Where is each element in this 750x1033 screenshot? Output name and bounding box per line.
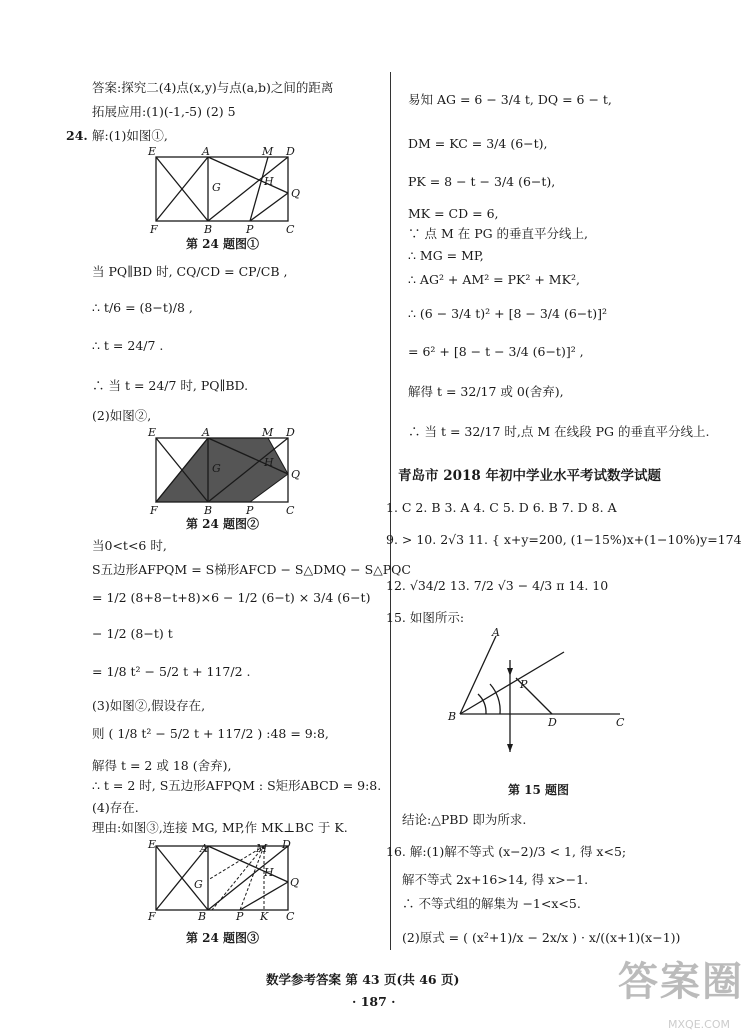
text-line: ∴ 当 t = 32/17 时,点 M 在线段 PG 的垂直平分线上. — [408, 424, 710, 439]
figure-15 — [440, 626, 640, 754]
text-line: ∴ (6 − 3/4 t)² + [8 − 3/4 (6−t)]² — [408, 306, 608, 321]
text-line: ∴ 当 t = 24/7 时, PQ∥BD. — [92, 378, 249, 393]
text-line: = 1/2 (8+8−t+8)×6 − 1/2 (6−t) × 3/4 (6−t) — [92, 590, 371, 605]
answer-line: 15. 如图所示: — [386, 610, 465, 625]
label-M: M — [262, 426, 274, 439]
text-line: 答案:探究二(4)点(x,y)与点(a,b)之间的距离 — [92, 80, 334, 95]
text-line: ∴ MG = MP, — [408, 248, 484, 263]
label-Q: Q — [291, 468, 301, 481]
label-D: D — [286, 145, 295, 158]
text-line: 拓展应用:(1)(-1,-5) (2) 5 — [92, 104, 236, 119]
label-P: P — [236, 910, 244, 923]
text-line: ∴ t = 24/7 . — [92, 338, 164, 353]
figure-24-3 — [140, 836, 310, 928]
text-line: 解得 t = 32/17 或 0(舍弃), — [408, 384, 564, 399]
label-B: B — [198, 910, 207, 923]
label-B: B — [204, 223, 213, 235]
text-line: 则 ( 1/8 t² − 5/2 t + 117/2 ) :48 = 9:8, — [92, 726, 329, 741]
answer-line: 9. > 10. 2√3 11. { x+y=200, (1−15%)x+(1−10%)y=174 — [386, 532, 742, 547]
text-line: ∴ AG² + AM² = PK² + MK², — [408, 272, 580, 287]
label-G: G — [212, 462, 221, 475]
label-E: E — [148, 145, 157, 158]
text-line: = 1/8 t² − 5/2 t + 117/2 . — [92, 664, 251, 679]
label-F: F — [150, 504, 158, 516]
footer-info: 数学参考答案 第 43 页(共 46 页) — [266, 972, 460, 987]
text-line: (2)如图②, — [92, 408, 152, 423]
section-title: 青岛市 2018 年初中学业水平考试数学试题 — [398, 468, 661, 484]
label-Q: Q — [291, 187, 301, 200]
label-E: E — [148, 838, 157, 851]
text-line: ∵ 点 M 在 PG 的垂直平分线上, — [408, 226, 589, 241]
label-B: B — [448, 710, 457, 723]
text-line: 解不等式 2x+16>14, 得 x>−1. — [402, 872, 589, 887]
label-P: P — [246, 504, 254, 516]
watermark-logo: 答案圈 — [618, 959, 744, 1005]
text-line: 16. 解:(1)解不等式 (x−2)/3 < 1, 得 x<5; — [386, 844, 627, 859]
text-line: − 1/2 (8−t) t — [92, 626, 173, 641]
label-B: B — [204, 504, 213, 516]
figure-24-2 — [140, 424, 310, 516]
label-F: F — [150, 223, 158, 235]
text-line: PK = 8 − t − 3/4 (6−t), — [408, 174, 556, 189]
figure-caption: 第 24 题图② — [186, 517, 260, 531]
label-G: G — [194, 878, 203, 891]
text-line: 解得 t = 2 或 18 (舍弃), — [92, 758, 232, 773]
text-line: ∴ 不等式组的解集为 −1<x<5. — [402, 896, 581, 911]
label-C: C — [286, 223, 295, 235]
watermark-url: MXQE.COM — [668, 1018, 730, 1031]
text-line: 解:(1)如图①, — [92, 128, 168, 143]
text-line: ∴ t/6 = (8−t)/8 , — [92, 300, 193, 315]
text-line: 理由:如图③,连接 MG, MP,作 MK⊥BC 于 K. — [92, 820, 348, 835]
text-line: S五边形AFPQM = S梯形AFCD − S△DMQ − S△PQC — [92, 562, 411, 577]
question-number: 24. — [66, 128, 88, 143]
text-line: 易知 AG = 6 − 3/4 t, DQ = 6 − t, — [408, 92, 612, 107]
label-D: D — [548, 716, 557, 729]
text-line: = 6² + [8 − t − 3/4 (6−t)]² , — [408, 344, 584, 359]
label-C: C — [616, 716, 625, 729]
label-D: D — [282, 838, 291, 851]
text-line: 当0<t<6 时, — [92, 538, 167, 553]
label-C: C — [286, 504, 295, 516]
label-C: C — [286, 910, 295, 923]
label-A: A — [202, 145, 210, 158]
label-H: H — [264, 866, 274, 879]
label-H: H — [264, 175, 274, 188]
text-line: 当 PQ∥BD 时, CQ/CD = CP/CB , — [92, 264, 288, 279]
label-M: M — [262, 145, 274, 158]
text-line: 结论:△PBD 即为所求. — [402, 812, 527, 827]
label-Q: Q — [290, 876, 300, 889]
text-line: (3)如图②,假设存在, — [92, 698, 206, 713]
label-K: K — [260, 910, 269, 923]
text-line: (2)原式 = ( (x²+1)/x − 2x/x ) · x/((x+1)(x−1)) — [402, 930, 681, 945]
label-G: G — [212, 181, 221, 194]
text-line: ∴ t = 2 时, S五边形AFPQM : S矩形ABCD = 9:8. — [92, 778, 382, 793]
figure-caption: 第 24 题图③ — [186, 931, 260, 945]
text-line: (4)存在. — [92, 800, 139, 815]
label-A: A — [492, 626, 500, 639]
label-E: E — [148, 426, 157, 439]
figure-caption: 第 15 题图 — [508, 783, 570, 797]
text-line: DM = KC = 3/4 (6−t), — [408, 136, 548, 151]
answer-line: 1. C 2. B 3. A 4. C 5. D 6. B 7. D 8. A — [386, 500, 617, 515]
label-A: A — [200, 842, 208, 855]
label-D: D — [286, 426, 295, 439]
label-H: H — [264, 456, 274, 469]
answer-line: 12. √34/2 13. 7/2 √3 − 4/3 π 14. 10 — [386, 578, 609, 593]
label-A: A — [202, 426, 210, 439]
figure-24-1 — [140, 143, 310, 235]
label-P: P — [246, 223, 254, 235]
label-F: F — [148, 910, 156, 923]
label-M: M — [256, 842, 268, 855]
label-P: P — [520, 678, 528, 691]
figure-caption: 第 24 题图① — [186, 237, 260, 251]
text-line: MK = CD = 6, — [408, 206, 499, 221]
page-number: · 187 · — [352, 994, 396, 1009]
